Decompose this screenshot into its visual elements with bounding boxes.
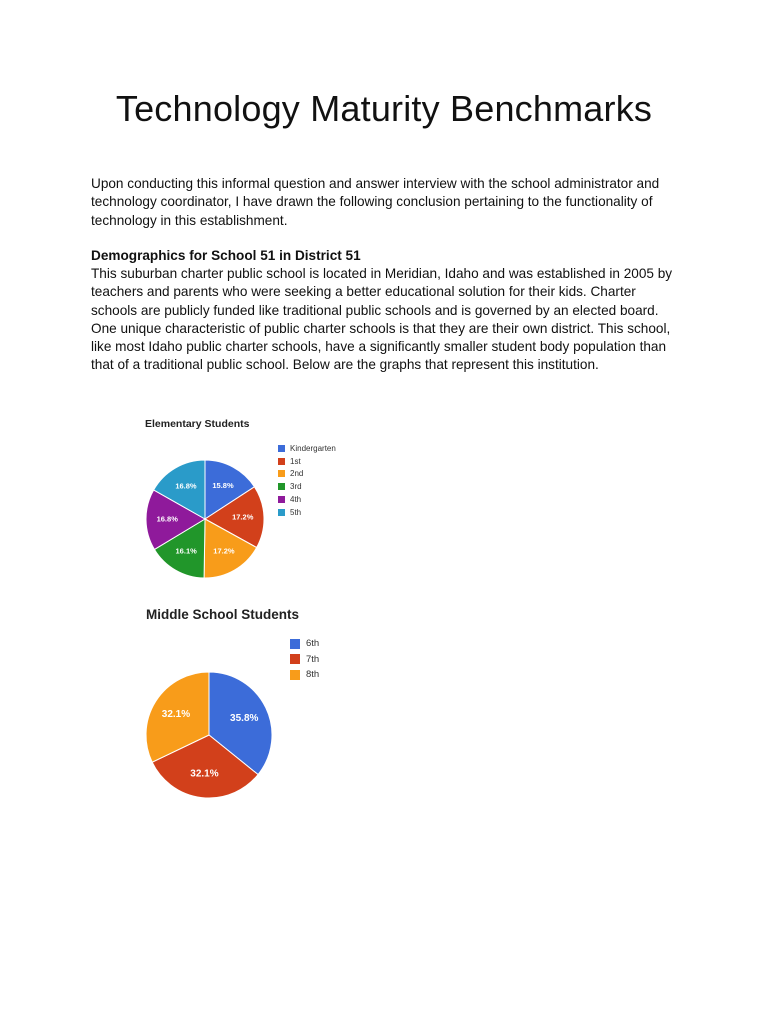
- slice-label: 16.1%: [175, 546, 197, 556]
- legend-label: Kindergarten: [290, 443, 336, 453]
- slice-label: 16.8%: [175, 481, 197, 491]
- elementary-students-chart: [137, 408, 397, 588]
- legend-swatch: [278, 509, 285, 516]
- legend-label: 8th: [306, 669, 320, 681]
- slice-label: 17.2%: [213, 546, 235, 556]
- pie-chart: [137, 408, 397, 588]
- chart-legend: [290, 636, 319, 683]
- legend-label: 5th: [290, 507, 302, 517]
- legend-swatch: [278, 445, 285, 452]
- legend-label: 2nd: [290, 469, 304, 479]
- legend-item-7th: [290, 652, 319, 668]
- legend-item-1st: [278, 455, 336, 468]
- section-heading: Demographics for School 51 in District 51: [91, 248, 361, 263]
- chart-legend: [278, 442, 336, 519]
- pie-chart: [137, 597, 397, 807]
- legend-item-4th: [278, 493, 336, 506]
- slice-label: 32.1%: [190, 768, 219, 780]
- legend-label: 4th: [290, 495, 302, 505]
- legend-swatch: [278, 483, 285, 490]
- legend-item-kindergarten: [278, 442, 336, 455]
- legend-item-8th: [290, 667, 319, 683]
- legend-swatch: [290, 654, 300, 664]
- legend-item-6th: [290, 636, 319, 652]
- demographics-paragraph: This suburban charter public school is located in Meridian, Idaho and was established in 2005 by teachers and parents who were seeking a better educational solution for their kids. Charter schools are publicly funded like traditional public schools and is governed by an elected board. One unique characteristic of public charter schools is that they are their own district. This school, like most Idaho public charter schools, have a significantly smaller student body population than that of a traditional public school. Below are the graphs that represent this institution.: [91, 266, 673, 373]
- legend-label: 7th: [306, 653, 320, 665]
- intro-paragraph: Upon conducting this informal question and answer interview with the school administrator and technology coordinator, I have drawn the following conclusion pertaining to the functionality of technology in this establishment.: [91, 176, 660, 228]
- legend-label: 1st: [290, 456, 301, 466]
- middle-school-students-chart: [137, 597, 397, 807]
- slice-label: 35.8%: [230, 712, 259, 724]
- legend-item-5th: [278, 506, 336, 519]
- legend-swatch: [278, 458, 285, 465]
- slice-label: 15.8%: [212, 480, 234, 490]
- legend-swatch: [290, 639, 300, 649]
- legend-swatch: [278, 496, 285, 503]
- legend-swatch: [278, 470, 285, 477]
- slice-label: 16.8%: [156, 514, 178, 524]
- page-title: Technology Maturity Benchmarks: [115, 88, 653, 129]
- chart-title: Middle School Students: [146, 607, 300, 622]
- legend-label: 6th: [306, 638, 320, 650]
- legend-label: 3rd: [290, 482, 302, 492]
- slice-label: 32.1%: [161, 708, 191, 720]
- legend-swatch: [290, 670, 300, 680]
- legend-item-2nd: [278, 468, 336, 481]
- slice-label: 17.2%: [232, 512, 254, 522]
- legend-item-3rd: [278, 480, 336, 493]
- chart-title: Elementary Students: [145, 418, 250, 430]
